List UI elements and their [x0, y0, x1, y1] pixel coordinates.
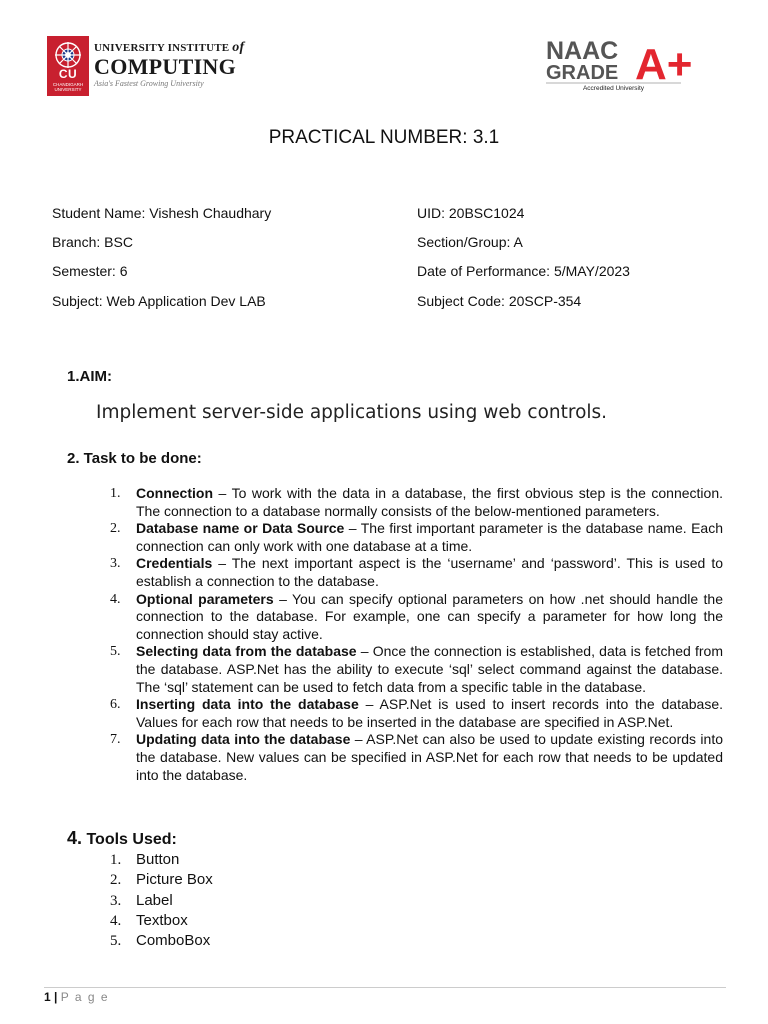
cu-logo-text: CU	[58, 67, 78, 81]
list-item-number: 3.	[110, 556, 121, 572]
list-item-desc: – ASP.Net can also be used to update existing records into the database. New values can be specified in ASP.Net for each row that needs to be updated into the database.	[136, 731, 723, 783]
list-item	[110, 696, 723, 731]
branch: Branch: BSC	[52, 234, 133, 250]
list-item	[110, 555, 723, 590]
semester: Semester: 6	[52, 263, 128, 279]
uid: UID: 20BSC1024	[417, 205, 525, 221]
institute-line1: UNIVERSITY INSTITUTE	[94, 42, 230, 54]
list-item-term: Connection	[136, 485, 213, 501]
cu-emblem-icon	[53, 40, 83, 70]
list-item-number: 5.	[110, 644, 121, 660]
list-item-number: 1.	[110, 852, 122, 868]
list-item-desc: – The first important parameter is the database name. Each connection can only work with one database at a time.	[136, 520, 723, 554]
list-item	[110, 643, 723, 696]
list-item-label: Textbox	[136, 911, 188, 929]
list-item	[110, 891, 213, 911]
list-item	[110, 931, 213, 951]
naac-accredited-text: Accredited University	[582, 85, 645, 92]
institute-line2: COMPUTING	[94, 54, 237, 79]
date-of-performance: Date of Performance: 5/MAY/2023	[417, 263, 630, 279]
list-item-term: Database name or Data Source	[136, 520, 345, 537]
subject: Subject: Web Application Dev LAB	[52, 293, 266, 309]
practical-title: PRACTICAL NUMBER: 3.1	[268, 127, 500, 148]
list-item-label: Label	[136, 891, 173, 909]
list-item	[110, 911, 213, 931]
naac-grade-logo	[546, 37, 698, 97]
list-item-number: 6.	[110, 697, 121, 713]
list-item-number: 3.	[110, 892, 122, 909]
list-item	[110, 520, 723, 555]
list-item-term: Optional parameters	[136, 590, 274, 607]
page-label: P a g e	[60, 990, 110, 1004]
naac-badge-icon	[546, 37, 698, 85]
student-name: Student Name: Vishesh Chaudhary	[52, 205, 272, 221]
list-item-term: Credentials	[136, 555, 213, 572]
list-item	[110, 731, 723, 784]
list-item	[110, 870, 213, 890]
list-item-number: 1.	[110, 486, 121, 501]
aim-heading: 1.AIM:	[67, 368, 112, 385]
list-item-desc: – ASP.Net is used to insert records into the database. Values for each row that needs to be inserted in the database are specified in ASP.Net.	[136, 696, 723, 730]
page-footer	[44, 990, 109, 1004]
list-item-desc: – Once the connection is established, data is fetched from the database. ASP.Net has the ability to execute ‘sql’ select command against the database. The ‘sql’ statement can be used to fetch data from a specific table in the database.	[136, 643, 723, 695]
footer-separator: |	[54, 990, 58, 1004]
naac-line2: GRADE	[546, 62, 619, 84]
list-item-number: 4.	[110, 912, 122, 929]
list-item-number: 5.	[110, 933, 122, 950]
footer-divider	[44, 987, 726, 988]
list-item-number: 4.	[110, 591, 121, 607]
tools-heading	[67, 828, 177, 849]
task-list	[110, 485, 723, 784]
list-item-label: Button	[136, 851, 180, 868]
naac-grade-mark: A+	[635, 40, 693, 85]
list-item-term: Selecting data from the database	[136, 643, 357, 660]
institute-of: of	[232, 40, 245, 55]
list-item-desc: – You can specify optional parameters on how .net should handle the connection to the database. For example, one can specify a parameter for how long the connection should stay active.	[136, 590, 723, 642]
list-item	[110, 591, 723, 644]
institute-wordmark	[94, 40, 244, 88]
chandigarh-university-logo	[47, 36, 89, 96]
tools-list	[110, 850, 213, 951]
naac-line1: NAAC	[546, 37, 619, 65]
list-item-number: 7.	[110, 732, 121, 748]
page-number: 1	[44, 990, 51, 1004]
list-item	[110, 485, 723, 520]
task-heading: 2. Task to be done:	[67, 450, 202, 467]
institute-tagline: Asia's Fastest Growing University	[94, 79, 204, 88]
list-item-number: 2.	[110, 521, 121, 537]
list-item-label: ComboBox	[136, 932, 211, 950]
list-item-desc: – To work with the data in a database, the first obvious step is the connection. The connection to a database normally consists of the below-mentioned parameters.	[136, 485, 723, 519]
tools-heading-text: Tools Used:	[86, 831, 177, 848]
list-item-label: Picture Box	[136, 871, 213, 889]
tools-heading-number: 4.	[67, 828, 83, 848]
list-item-term: Updating data into the database	[136, 731, 351, 748]
list-item-desc: – The next important aspect is the ‘username’ and ‘password’. This is used to establish a connection to the database.	[136, 555, 723, 589]
list-item-term: Inserting data into the database	[136, 696, 359, 713]
list-item	[110, 850, 213, 870]
subject-code: Subject Code: 20SCP-354	[417, 293, 582, 309]
cu-logo-subtext: CHANDIGARH UNIVERSITY	[52, 82, 84, 92]
aim-text: Implement server-side applications using web controls.	[96, 402, 608, 423]
section-group: Section/Group: A	[417, 234, 523, 250]
list-item-number: 2.	[110, 872, 122, 889]
